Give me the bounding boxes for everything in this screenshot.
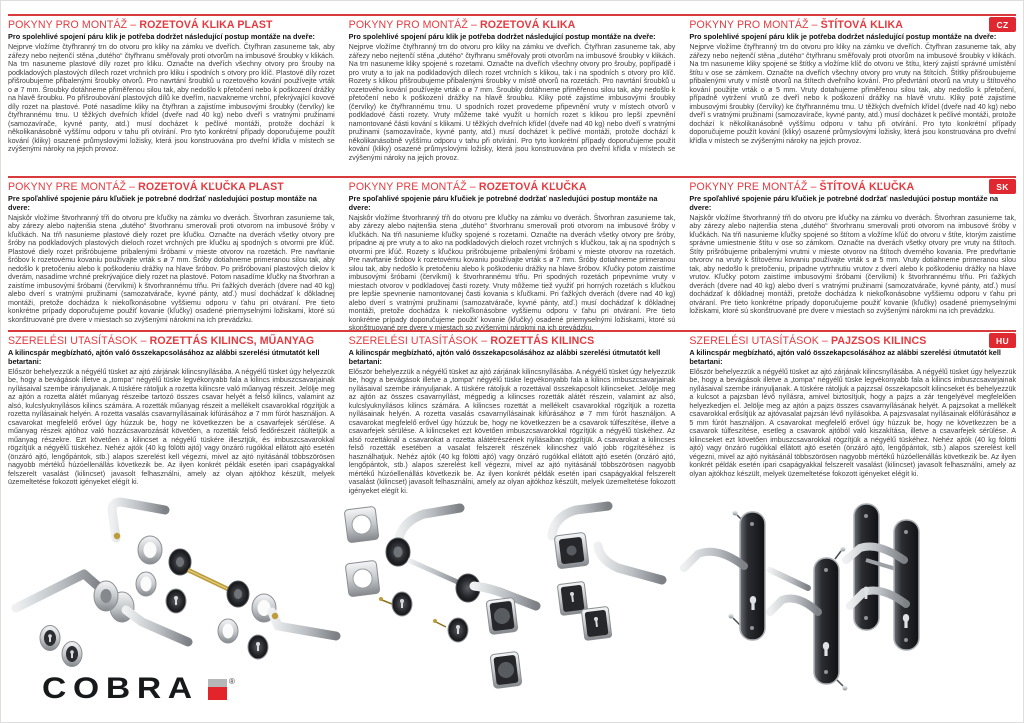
title-product: ROZETOVÁ KLIKA PLAST xyxy=(139,19,273,31)
section-title xyxy=(689,336,1016,347)
section-sk-stitova-klucka xyxy=(689,178,1016,333)
title-product: PAJZSOS KILINCS xyxy=(830,335,927,347)
title-prefix: SZERELÉSI UTASÍTÁSOK – xyxy=(8,335,150,347)
section-cz-rozetova-klika-plast xyxy=(8,16,335,162)
row-cz-columns xyxy=(8,16,1016,162)
illustration-square-rosette-exploded xyxy=(552,506,662,640)
language-badge-hu: HU xyxy=(989,333,1016,348)
section-title xyxy=(8,182,335,193)
section-intro: A kilincspár megbízható, ajtón való összekapcsolásához az alábbi szerelési útmutatót kell betartani: xyxy=(8,348,320,366)
section-body: Najskôr vložíme štvorhranný tŕň do otvoru pre kľučky na zámku vo dverách. Štvorhran zasunieme tak, aby zárezy alebo najtenšia stena „dutého“ štvorhranu smerovali proti otvorom na imbusové šróby v kľučkách. Na tŕň nasunieme kľučky spojené so štítom a vložíme kľúč do otvoru v štíte, ktorým zaistíme správne umiestnenie štítu v ose so zámkom. Označte na dverách všetky otvory pre vruty na štítoch. Štíty prišróbujeme pribalenými vrutmi v mieste otvorov na štítoch dverného kovania. Pre predvŕtanie otvorov na vruty k štítovému kovaniu používajte vrták s ø 5 mm. Vruty dotiahneme primeranou silou tak, aby nedošlo k pretočeniu, prípadne vytrhnutiu vrutov z dverí alebo k poškodeniu drážky na hlave vrutov. Kľučky potom zaistíme imbusovými šróbami (červíkmi) k štvorhrannému tŕňu. Pri ťažkých dverách (dvere nad 40 kg) alebo dverí s vratnými pružinami (samozatvárače, kyvné pánty, atď.) musí dochádzať k dôkladnej montáži, pretože dochádza k niekoľkonásobne vyššiemu odporu v ťahu pri otváraní. Pre tieto konkrétne prípady doporučujeme použiť kovanie (kľučky) osadené priemyselnými ložiskami, ktoré sú skonštruované pre dvere v miestach so zvýšenými nárokmi na ich prevádzku. xyxy=(689,213,1017,316)
section-body: Nejprve vložíme čtyřhranný trn do otvoru pro kliky na zámku ve dveřích. Čtyřhran zasuneme tak, aby zářezy nebo nejtenčí stěna „dutého“ čtyřhranu směřovaly proti otvorům na imbusové šroubky v klikách. Na trn nasuneme plastové díly rozet pro kliku. Označte na dveřích všechny otvory pro šrouby na podkladových plastových dílech rozet vrchních pro kliku i spodních s otvory pro klíč. Plastové díly rozet přišroubujeme přibalenými šroubky otvorů. Pro navrtání šroubků u rozetového kování používejte vrták o ø 7 mm. Šroubky dotáhneme přiměřenou silou tak, aby nedošlo k přetočení nebo k poškození drážky na hlavě šroubku. Po přišroubování plastových dílů ke dveřím, nacvakneme vrchní, překrývající kovové díly rozet na plastové. Poté nasadíme kliky na čtyřhran a zajistíme imbusovými šroubky (červíky) ke čtyřhrannému trnu. U těžkých dveřních křídel (dveře nad 40 kg) nebo dveří s vratnými pružinami (samozavírače, kyvné panty, atd.) musí docházet k pečlivé montáži, protože dochází k několikanásobně vyššímu odporu v tahu při otvírání. Pro tyto konkrétní případy doporučujeme použít kování (kliky) osazené průmyslovými ložisky, která jsou konstruována pro dveřní křídla v místech se zvýšenými nároky na jejich provoz. xyxy=(8,43,335,154)
section-title xyxy=(8,20,335,31)
section-intro: Pro spolehlivé spojení páru klik je potřeba dodržet následující postup montáže na dveře: xyxy=(689,32,997,41)
section-row-cz xyxy=(8,14,1016,162)
section-intro: Pre spoľahlivé spojenie páru kľučiek je potrebné dodržať nasledujúci postup montáže na dvere: xyxy=(8,194,317,212)
title-product: ROZETOVÁ KLIKA xyxy=(479,19,576,31)
title-prefix: POKYNY PRO MONTÁŽ – xyxy=(689,19,821,31)
language-badge-cz: CZ xyxy=(989,17,1016,32)
row-hu-columns xyxy=(8,332,1016,495)
title-prefix: POKYNY PRE MONTÁŽ – xyxy=(348,181,479,193)
section-sk-rozetova-klucka-plast xyxy=(8,178,335,333)
section-body: Először behelyezzük a négyélű tüsket az ajtó zárjának kilincsnyílásába. A négyélű tüsket úgy helyezzük be, hogy a bevágások illetve a „tompa“ négyélű tüske legvékonyabb fala a kilincs imbuszcsavarjainak nyílásaival szembe irányuljanak. A tüskére rátoljuk a rozettával összekapcsolt kilincseket. Jelölje meg az ajtón az összes csavarnyílást, mégpedig a kilincses rozetták alátét részein, valamint az alsó, kulcslyuknyílásos kilincs számára. A kilincses rozettát a mellékelt csavarokkal rögzítjük a rozetta nyílásainak helyén. A rozetta vasalás csavarnyílásainak kifúrásához ø 7 mm fúrót használjon. A csavarokat megfelelő erővel úgy húzzuk be, hogy ne következzen be a csavarok túlfeszítése, illetve a csavarfejek sérülése. A kilincseket ezt követően imbuszcsavarokkal rögzítjük a négyélű tüskéhez. Az alsó rozettáknál a csavarokat a rozetta alátétrészének nyílásaiban rögzítjük. A csavarokat a kilincses felső rozetták esetében a vasalat felszerelt részének kilincshez való jobb rögzítéséhez is használhatjuk. Nehéz ajtók (40 kg fölötti ajtó) vagy önzáró rugókkal ellátott ajtó esetén (önzáró ajtó, lengőpántok, stb.) alapos szerelést kell végezni, mivel az ajtó nyitásánál többszörösen nagyobb mértékű húzóellenállás következik be. Az ilyen konkrét példák esetén ipari csapágyakkal felszerelt vasalást (kilincset) javasolt felhasználni, amely az olyan ajtókhoz készült, melyek üzemeltetése fokozott igényeket elégít ki. xyxy=(348,367,676,495)
section-row-hu xyxy=(8,330,1016,495)
title-product: ROZETOVÁ KĽUČKA PLAST xyxy=(138,181,284,193)
section-body: Először behelyezzük a négyélű tüsket az ajtó zárjának kilincsnyílásába. A négyélű tüsket úgy helyezzük be, hogy a bevágások illetve a „tompa“ négyélű tüske legvékonyabb fala a kilincs imbuszcsavarjainak nyílásaival szembe irányuljanak. A tüskére rátoljuk a pajzzsal összekapcsolt kilincseket és behelyezzük a kulcsot a pajzsban lévő nyílásra, amivel biztosítjuk, hogy a pajzs a zár tengelyével megfelelően helyezkedjen el. Jelölje meg az ajtón a pajzs összes csavarnyílásának helyét. A pajzsokat a mellékelt csavarokkal erősítjük az ajtóvasalat pajzsán lévő nyílásokba. A pajzsvasalat nyílásainak előfúrásához ø 5 mm fúrót használjon. A csavarokat megfelelő erővel úgy húzzuk be, hogy ne következzen be a csavarok túlfeszítése, esetleg a csavarok ajtóból való kiszakítása, illetve a csavarfejek sérülése. A kilincseket ezt követően imbuszcsavarokkal rögzítjük a négyélű tüskéhez. Nehéz ajtók (40 kg fölötti ajtó) vagy önzáró rugókkal ellátott ajtó esetén (önzáró ajtó, lengőpántok, stb.) alapos szerelést kell végezni, mivel az ajtó nyitásánál többszörösen nagyobb mértékű húzóellenállás következik be. Az ilyen konkrét példák esetén ipari csapágyakkal felszerelt vasalást (kilincset) javasolt felhasználni, amely az olyan ajtókhoz készült, melyek üzemeltetése fokozott igényeket elégít ki. xyxy=(689,367,1017,478)
title-prefix: POKYNY PRE MONTÁŽ – xyxy=(8,181,139,193)
title-product: ROZETTÁS KILINCS, MŰANYAG xyxy=(149,335,315,347)
cobra-logo-mark xyxy=(208,679,227,700)
section-row-sk xyxy=(8,176,1016,333)
section-hu-rozettas-kilincs-muanyag xyxy=(8,332,335,495)
title-prefix: POKYNY PRO MONTÁŽ – xyxy=(8,19,140,31)
registered-trademark-symbol: ® xyxy=(229,677,235,686)
title-prefix: SZERELÉSI UTASÍTÁSOK – xyxy=(348,335,491,347)
section-title xyxy=(349,182,676,193)
section-body: Najskôr vložíme štvorhranný tŕň do otvoru pre kľučky na zámku vo dverách. Štvorhran zasunieme tak, aby zárezy alebo najtenšia stena „dutého“ štvorhranu smerovali proti otvorom na imbusové šróby v kľučkách. Na tŕň nasunieme plastové diely rozet pre kľučku. Označte na dverách všetky otvory pre šróby na podkladových plastových dieloch rozet vrchných pre kľučku aj spodných s otvormi pre kľúč. Plastové diely rozet prišróbujeme pribalenými šróbami v mieste otvorov na rozetách. Pre navŕtanie šróbov k rozetovému kovaniu používajte vrták s ø 7 mm. Šróby dotiahneme primeranou silou tak, aby nedošlo k pretočeniu alebo k poškodeniu drážky na hlave šróbov. Po prišróbovaní plastových dielov k dverám, nasadíme vrchné prekrývajúce diely rozet na plastové. Potom nasadíme kľučky na štvorhran a zaistíme imbusovými šróbami (červíkmi) k štvorhrannému tŕňu. Pri ťažkých dverách (dvere nad 40 kg) alebo dverí s vratnými pružinami (samozatvárače, kyvné pánty, atď.) musí dochádzať k dôkladnej montáži, pretože dochádza k niekoľkonásobne vyššiemu odporu v ťahu pri otváraní. Pre tieto konkrétne prípady doporučujeme použiť kovanie (kľučky) osadené priemyselnými ložiskami, ktoré sú skonštruované pre dvere v miestach so zvýšenými nárokmi na ich prevádzku. xyxy=(8,213,335,324)
section-intro: Pre spoľahlivé spojenie páru kľučiek je potrebné dodržať nasledujúci postup montáže na dvere: xyxy=(348,194,658,212)
section-sk-rozetova-klucka xyxy=(349,178,676,333)
title-product: ŠTÍTOVÁ KĽUČKA xyxy=(819,181,915,193)
title-product: ROZETOVÁ KĽUČKA xyxy=(478,181,587,193)
section-hu-rozettas-kilincs xyxy=(349,332,676,495)
title-product: ROZETTÁS KILINCS xyxy=(490,335,595,347)
section-title xyxy=(689,182,1016,193)
title-prefix: SZERELÉSI UTASÍTÁSOK – xyxy=(689,335,831,347)
section-title xyxy=(8,336,335,347)
section-intro: Pro spolehlivé spojení páru klik je potřeba dodržet následující postup montáže na dveře: xyxy=(348,32,656,41)
title-prefix: POKYNY PRE MONTÁŽ – xyxy=(689,181,820,193)
language-badge-sk: SK xyxy=(989,179,1016,194)
illustration-shield-exploded xyxy=(684,511,848,691)
illustration-rosette-plastic-assembled xyxy=(16,574,188,667)
section-intro: A kilincspár megbízható, ajtón való összekapcsolásához az alábbi szerelési útmutatót kell betartani: xyxy=(348,348,661,366)
illustration-shield-assembled xyxy=(846,504,919,650)
illustration-rosette-exploded xyxy=(344,506,536,688)
cobra-logo-text: COBRA xyxy=(42,672,199,705)
section-cz-stitova-klika xyxy=(689,16,1016,162)
section-cz-rozetova-klika xyxy=(349,16,676,162)
title-product: ŠTÍTOVÁ KLIKA xyxy=(820,19,903,31)
title-prefix: POKYNY PRO MONTÁŽ – xyxy=(348,19,480,31)
section-intro: Pre spoľahlivé spojenie páru kľučiek je potrebné dodržať nasledujúci postup montáže na dvere: xyxy=(689,194,999,212)
illustration-rosette-plastic-exploded xyxy=(112,502,336,659)
section-title xyxy=(689,20,1016,31)
row-sk-columns xyxy=(8,178,1016,333)
logo-mark-grey-square xyxy=(208,679,227,687)
logo-mark-red-square xyxy=(208,687,227,700)
section-title xyxy=(349,20,676,31)
section-body: Nejprve vložíme čtyřhranný trn do otvoru pro kliky na zámku ve dveřích. Čtyřhran zasuneme tak, aby zářezy nebo nejtenčí stěna „dutého“ čtyřhranu směřovaly proti otvorům na imbusové šroubky v klikách. Na trn nasuneme kliky spojené se štítky a vložíme klíč do otvoru ve štítu, který zajistí správné umístění štítu v ose se zámkem. Označte na dveřích všechny otvory pro vruty na štítcích. Štítky přišroubujeme přibalenými vruty v místě otvorů na štítech dveřního kování. Pro předvrtání otvorů na vruty u štítového kování použijte vrták o ø 5 mm. Vruty dotahujeme přiměřenou silou tak, aby nedošlo k přetočení, případně vytržení vrutů ze dveří nebo k poškození drážky na hlavě vrutu. Kliky poté zajistíme imbusovými šroubky (červíky) ke čtyřhrannému trnu. U těžkých dveřních křídel (dveře nad 40 kg) nebo dveří s vratnými pružinami (samozavírače, kyvné panty, atd.) musí docházet k pečlivé montáži, protože dochází k několikanásobně vyššímu odporu v tahu při otvírání. Pro tyto konkrétní případy doporučujeme použít kování (kliky) osazené průmyslovými ložisky, která jsou konstruována pro dveřní křídla v místech se zvýšenými nároky na jejich provoz. xyxy=(689,43,1017,145)
section-intro: A kilincspár megbízható, ajtón való összekapcsolásához az alábbi szerelési útmutatót kell betartani: xyxy=(689,348,1001,366)
section-intro: Pro spolehlivé spojení páru klik je potřeba dodržet následující postup montáže na dveře: xyxy=(8,32,315,41)
section-body: Najskôr vložíme štvorhranný tŕň do otvoru pre kľučky na zámku vo dverách. Štvorhran zasunieme tak, aby zárezy alebo najtenšia stena „dutého“ štvorhranu smerovali proti otvorom na imbusové šróby v kľučkách. Na tŕň nasunieme kľučky spojené s rozetami. Označte na dverách všetky otvory pre šróby, prípadne aj pre vruty a to ako na podkladových dieloch rozet vrchných s kľučkou, tak aj na spodných s otvormi pre kľúč. Rozety s kľučkou prišróbujeme pribalenými šróbami v mieste otvorov na rozetách. Pre navŕtanie šróbov k rozetovému kovaniu používajte vrták s ø 7 mm. Šróby dotiahneme primeranou silou tak, aby nedošlo k pretočeniu alebo k poškodeniu drážky na hlave šróbov. Kľučky potom zaistíme imbusovými šróbami (červíkmi) k štvorhrannému tŕňu. Pri spodných rozetách pripevníme vruty v miestach otvorov v podkladovej časti rozety. Vruty môžeme tiež využiť pri horných rozetách s kľučkou pre lepšie spevnenie namontovanej časti kovania s kľučkami. Pri ťažkých dverách (dvere nad 40 kg) alebo dverí s vratnými pružinami (samozatvárače, kyvné pánty, atď.) musí dochádzať k dôkladnej montáži, pretože dochádza k niekoľkonásobne vyššiemu odporu v ťahu pri otváraní. Pre tieto konkrétne prípady doporučujeme použiť kovanie (kľučky) osadené priemyselnými ložiskami, ktoré sú skonštruované pre dvere v miestach so zvýšenými nárokmi na ich prevádzku. xyxy=(348,213,676,333)
cobra-logo xyxy=(42,674,235,704)
section-body: Nejprve vložíme čtyřhranný trn do otvoru pro kliky na zámku ve dveřích. Čtyřhran zasuneme tak, aby zářezy nebo nejtenčí stěna „dutého“ čtyřhranu směřovaly proti otvorům na imbusové šroubky v klikách. Na trn nasuneme kliky spojené s rozetami. Označte na dveřích všechny otvory pro šrouby, popřípadě i pro vruty a to jak na podkladových dílech rozet vrchních s klikou, tak i na spodních s otvory pro klíč. Rozety s klikou přišroubujeme přibalenými šroubky v místě otvorů na rozetách. Pro navrtání šroubků u rozetového kování používejte vrták o ø 7 mm. Šroubky dotáhneme přiměřenou silou tak, aby nedošlo k přetočení nebo k poškození drážky na hlavě šroubku. Kliky poté zajistíme imbusovými šroubky (červíky) ke čtyřhrannému trnu. U spodních rozet provedeme připevnění vruty v místech otvorů v podkladové části rozety. Vruty můžeme také využít u horních rozet s klikou pro lepší zpevnění namontované části kování s klikami. U těžkých dveřních křídel (dveře nad 40 kg) nebo dveří s vratnými pružinami (samozavírače, kyvné panty, atd.) musí docházet k pečlivé montáži, protože dochází k několikanásobně vyššímu odporu v tahu při otvírání. Pro tyto konkrétní případy doporučujeme použít kování (kliky) osazené průmyslovými ložisky, která jsou konstruována pro dveřní křídla v místech se zvýšenými nároky na jejich provoz. xyxy=(348,43,676,162)
section-title xyxy=(349,336,676,347)
section-hu-pajzsos-kilincs xyxy=(689,332,1016,495)
section-body: Először behelyezzük a négyélű tüsket az ajtó zárjának kilincsnyílásába. A négyélű tüsket úgy helyezzük be, hogy a bevágások illetve a „tompa“ négyélű tüske legvékonyabb fala a kilincs imbuszcsavarjainak nyílásaival szembe irányuljanak. A tüskére rátoljuk a rozetta kilincsre való műanyag részeit. Jelölje meg az ajtón a rozetta alátét műanyag részeibe tartozó összes csavar helyét a felső kilincs, valamint az alsó, kulcslyuknyílásos kilincs számára. A rozetták műanyag részeit a mellékelt csavarokkal rögzítjük a rozetta nyílásainak helyén. A rozetta vasalás csavarnyílásainak kifúrásához ø 7 mm fúrót használjon. A csavarokat megfelelő erővel úgy húzzuk be, hogy ne következzen be a csavarfejek sérülése. A műanyag részek ajtóhoz való hozzácsavarozását követően, a rozetták felső fedőrészeit ráültetjük a műanyag részekre. Ezt követően a kilincset a négyélű tüskére illesztjük, és imbuszcsavarokkal rögzítjük a négyélű tüskéhez. Nehéz ajtók (40 kg fölötti ajtó) vagy önzáró rugókkal ellátott ajtó esetén (önzáró ajtó, lengőpántok, stb.) alapos szerelést kell végezni, mivel az ajtó nyitásánál többszörösen nagyobb mértékű húzóellenállás következik be. Az ilyen konkrét példák esetén ipari csapágyakkal felszerelt vasalást (kilincset) javasolt felhasználni, amely az olyan ajtókhoz készült, melyek üzemeltetése fokozott igényeket elégít ki. xyxy=(8,367,335,487)
